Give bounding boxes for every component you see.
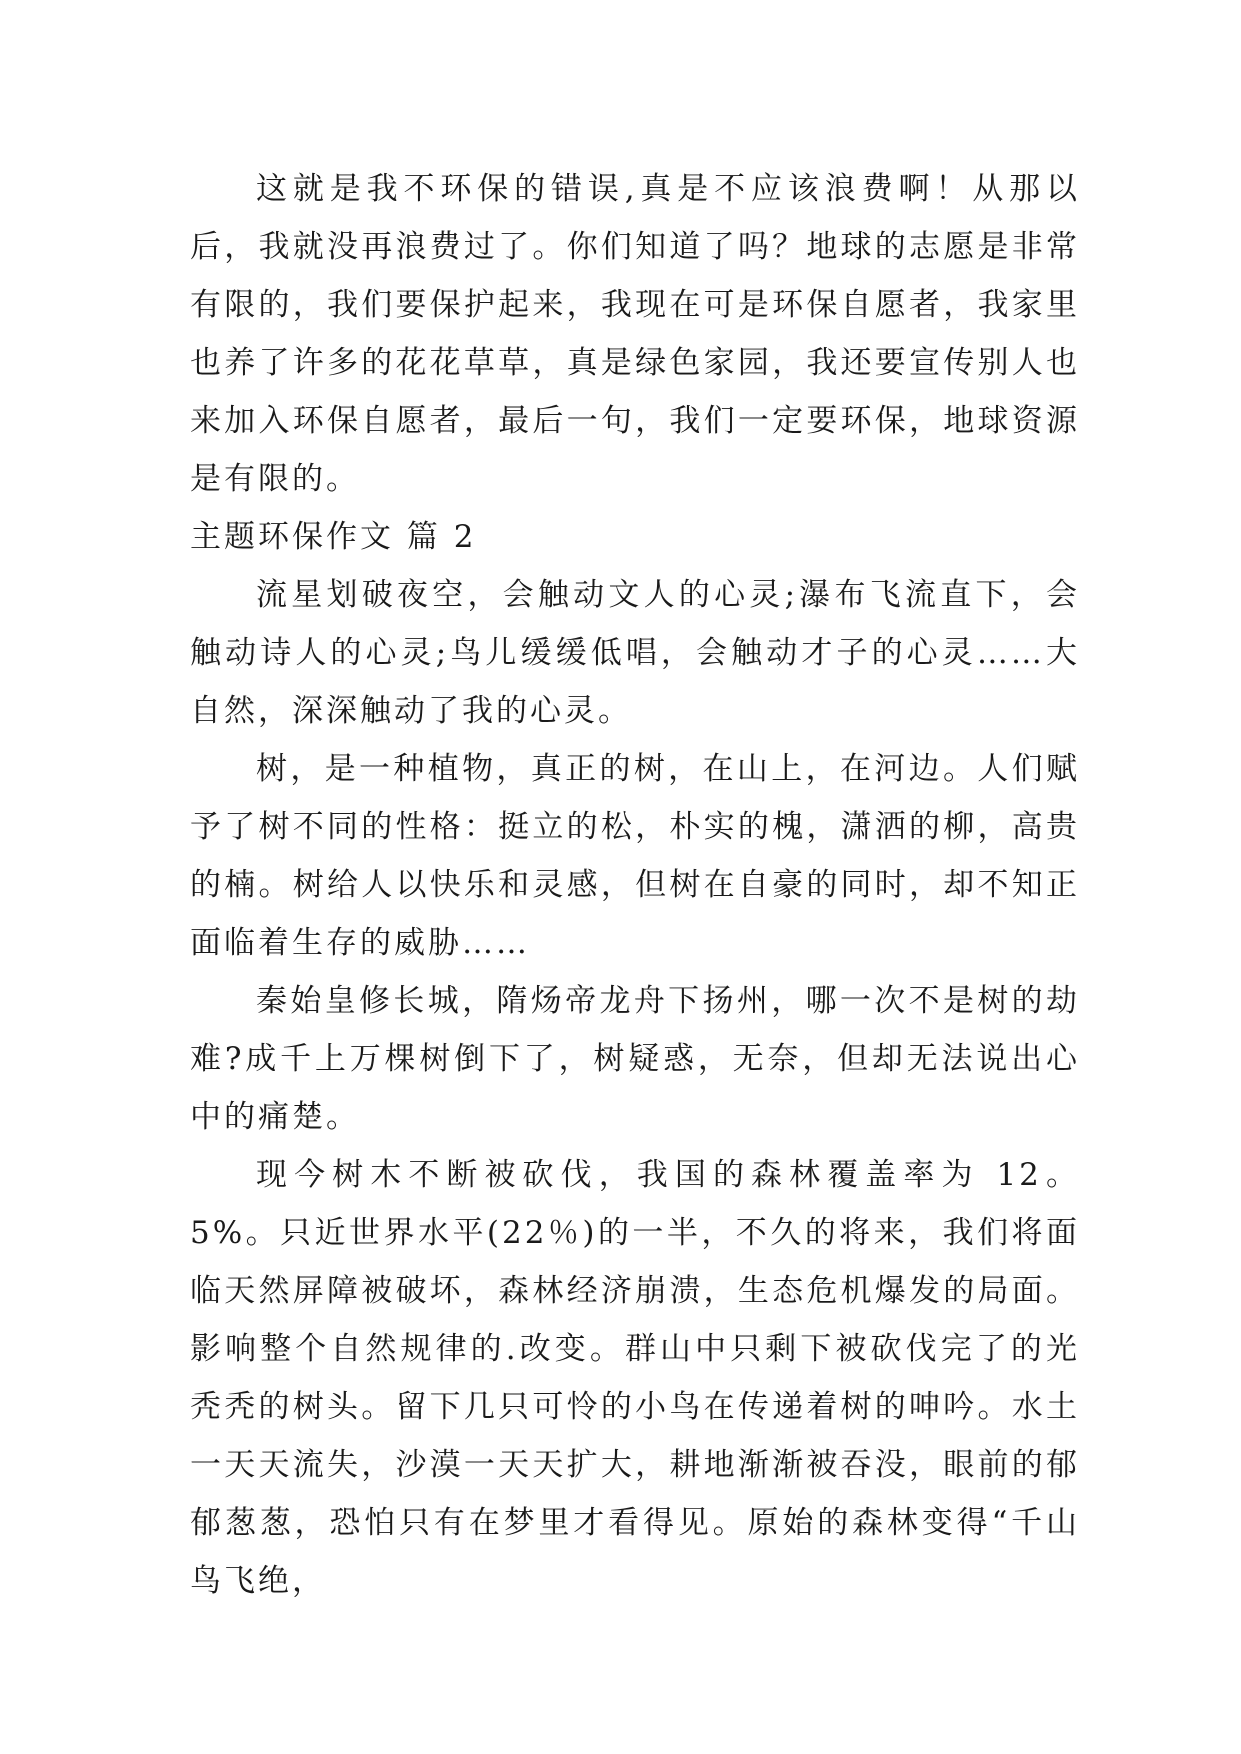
- paragraph-3: 树，是一种植物，真正的树，在山上，在河边。人们赋予了树不同的性格：挺立的松，朴实的槐，潇洒的柳，高贵的楠。树给人以快乐和灵感，但树在自豪的同时，却不知正面临着生存的威胁……: [190, 751, 1080, 961]
- section-heading: 主题环保作文 篇 2: [190, 519, 477, 555]
- paragraph-1: 这就是我不环保的错误,真是不应该浪费啊！从那以后，我就没再浪费过了。你们知道了吗？地球的志愿是非常有限的，我们要保护起来，我现在可是环保自愿者，我家里也养了许多的花花草草，真是绿色家园，我还要宣传别人也来加入环保自愿者，最后一句，我们一定要环保，地球资源是有限的。: [190, 171, 1080, 497]
- paragraph-4: 秦始皇修长城，隋炀帝龙舟下扬州，哪一次不是树的劫难?成千上万棵树倒下了，树疑惑，无奈，但却无法说出心中的痛楚。: [190, 983, 1080, 1135]
- document-body: [190, 160, 1080, 1610]
- paragraph-5: 现今树木不断被砍伐，我国的森林覆盖率为 12。5%。只近世界水平(22％)的一半，不久的将来，我们将面临天然屏障被破坏，森林经济崩溃，生态危机爆发的局面。影响整个自然规律的.改变。群山中只剩下被砍伐完了的光秃秃的树头。留下几只可怜的小鸟在传递着树的呻吟。水土一天天流失，沙漠一天天扩大，耕地渐渐被吞没，眼前的郁郁葱葱，恐怕只有在梦里才看得见。原始的森林变得“千山鸟飞绝，: [190, 1157, 1080, 1599]
- paragraph-2: 流星划破夜空，会触动文人的心灵;瀑布飞流直下，会触动诗人的心灵;鸟儿缓缓低唱，会触动才子的心灵……大自然，深深触动了我的心灵。: [190, 577, 1080, 729]
